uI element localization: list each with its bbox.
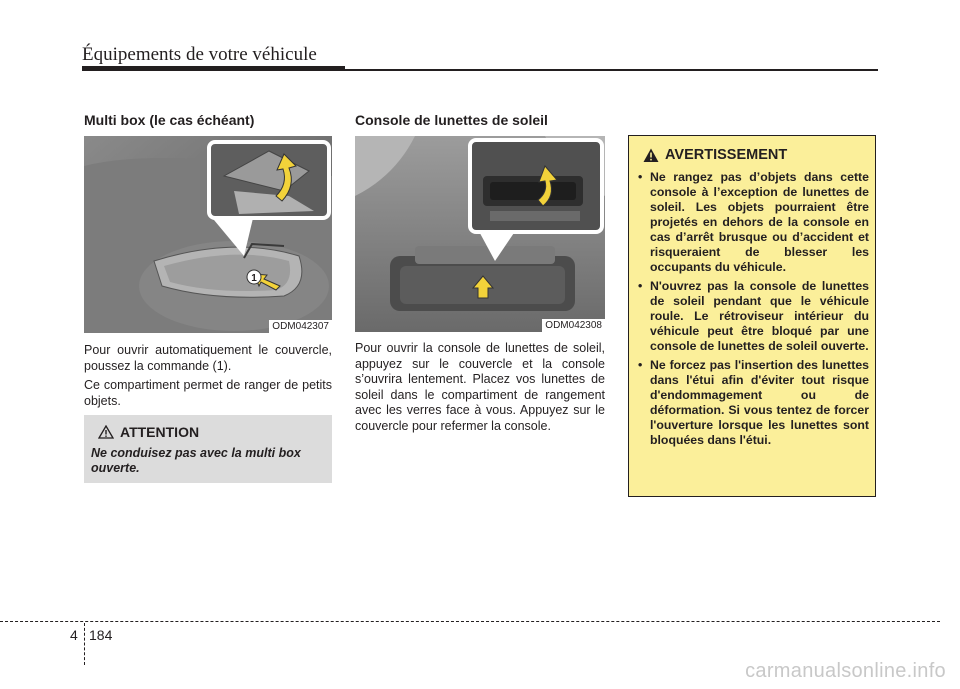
- header-rule-thin: [345, 69, 878, 71]
- sunglasses-figure: [355, 136, 605, 332]
- caution-triangle-icon: [98, 425, 114, 439]
- sunglasses-body: [355, 341, 605, 438]
- list-item: • N'ouvrez pas la console de lunettes de soleil pendant que le véhicule roule. Le rétroviseur intérieur du véhicule peut être bloqué par une console de lunettes de soleil ouverte.: [637, 279, 869, 354]
- header-rule: [82, 66, 345, 71]
- figure-code: ODM042308: [542, 319, 605, 332]
- figure-code: ODM042307: [269, 320, 332, 333]
- footer-divider: [84, 623, 85, 665]
- paragraph: Ce compartiment permet de ranger de petits objets.: [84, 378, 332, 408]
- chapter-number: 4: [70, 627, 78, 643]
- paragraph: Pour ouvrir automatiquement le couvercle, poussez la commande (1).: [84, 343, 332, 373]
- warning-list: [637, 170, 869, 452]
- caution-text: Ne conduisez pas avec la multi box ouverte.: [91, 446, 301, 475]
- warning-heading: [643, 147, 787, 163]
- sunglasses-illustration: [355, 136, 605, 332]
- callout-number: 1: [251, 273, 257, 284]
- caution-heading: [98, 424, 199, 440]
- watermark: carmanualsonline.info: [745, 660, 946, 682]
- footer-rule: [0, 621, 940, 622]
- multibox-body: [84, 343, 332, 413]
- warning-title: AVERTISSEMENT: [665, 147, 788, 163]
- caution-title: ATTENTION: [120, 424, 200, 440]
- multibox-figure: [84, 136, 332, 333]
- sunglasses-title: Console de lunettes de soleil: [355, 112, 548, 128]
- warning-box: [628, 135, 876, 497]
- caution-box: [84, 415, 332, 483]
- list-item: • Ne rangez pas d’objets dans cette console à l’exception de lunettes de soleil. Les objets pourraient être projetés en dehors de la console en cas d’arrêt brusque ou d’accident et risqueraient de blesser les occupants du véhicule.: [637, 170, 869, 275]
- paragraph: Pour ouvrir la console de lunettes de soleil, appuyez sur le couvercle et la console s’ouvrira lentement. Placez vos lunettes de soleil dans le compartiment de rangement avec les verres face à vous. Appuyez sur le couvercle pour refermer la console.: [355, 341, 605, 433]
- multibox-title: Multi box (le cas échéant): [84, 112, 255, 128]
- header-title: Équipements de votre véhicule: [82, 44, 317, 65]
- page-number: 184: [89, 627, 113, 643]
- list-item: • Ne forcez pas l'insertion des lunettes dans l'étui afin d'éviter tout risque d'endommagement ou de déformation. Si vous tentez de forcer l'ouverture lorsque les lunettes sont bloquées dans l'étui.: [637, 358, 869, 448]
- warning-triangle-icon: [643, 148, 659, 163]
- multibox-illustration: [84, 136, 332, 333]
